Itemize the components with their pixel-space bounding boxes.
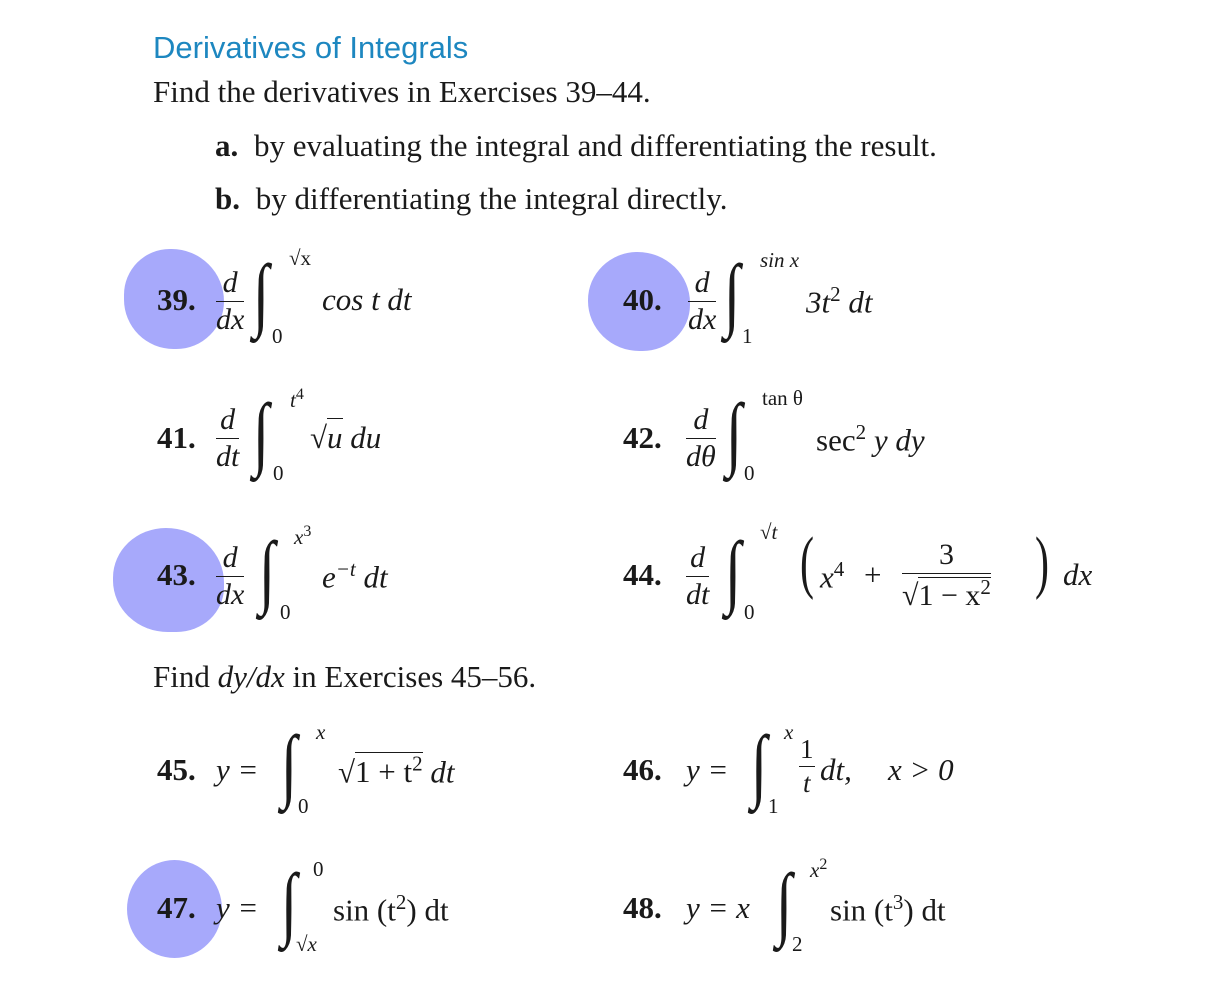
exercise-number-47: 47.: [157, 890, 196, 925]
derivative-operator-44: $\frac{d}{dt}$: [686, 541, 710, 611]
exercise-number-46: 46.: [623, 752, 662, 787]
plus-sign-44: +: [864, 557, 882, 592]
lower-limit-46: 1: [768, 794, 779, 818]
lower-limit-48: 2: [792, 932, 803, 956]
derivative-operator-43: $\frac{d}{dx}$: [216, 541, 245, 611]
integral-sign-42: ∫: [726, 387, 743, 478]
upper-limit-46: x: [784, 720, 794, 744]
integral-sign-44: ∫: [725, 525, 742, 616]
integral-sign-45: ∫: [281, 719, 298, 810]
differential-44: dx: [1063, 557, 1093, 592]
lower-limit-44: 0: [744, 600, 755, 624]
exercise-number-45: 45.: [157, 752, 196, 787]
lower-limit-39: 0: [272, 324, 283, 348]
upper-limit-40: sin x: [760, 248, 800, 272]
integral-sign-40: ∫: [724, 248, 741, 339]
derivative-operator-40: $\frac{d}{dx}$: [688, 266, 717, 336]
derivative-operator-42: $\frac{d}{d\theta}$: [686, 403, 716, 473]
upper-limit-43: $x^3$: [294, 523, 312, 549]
right-paren-44: ): [1035, 524, 1049, 601]
exercise-number-42: 42.: [623, 420, 662, 455]
integral-sign-39: ∫: [253, 248, 270, 339]
derivative-operator-41: $\frac{d}{dt}$: [216, 403, 240, 473]
integrand-39: cos t dt: [322, 282, 412, 317]
intro-text-2: Find dy/dx in Exercises 45–56.: [153, 659, 537, 694]
upper-limit-42: tan θ: [762, 386, 803, 410]
intro-text: Find the derivatives in Exercises 39–44.: [153, 74, 651, 109]
upper-limit-48: $x^2$: [810, 856, 828, 882]
derivative-operator-39: $\frac{d}{dx}$: [216, 266, 245, 336]
upper-limit-47: 0: [313, 857, 324, 881]
lhs-46: y =: [686, 752, 729, 787]
lhs-48: y = x: [686, 890, 750, 925]
integral-sign-46: ∫: [751, 719, 768, 810]
exercise-number-44: 44.: [623, 557, 662, 592]
section-heading: Derivatives of Integrals: [153, 30, 469, 65]
lhs-45: y =: [216, 752, 259, 787]
upper-limit-45: x: [316, 720, 326, 744]
lower-limit-42: 0: [744, 461, 755, 485]
integrand-48: $\sin (t^3)$ dt: [830, 890, 946, 928]
left-paren-44: (: [800, 524, 814, 601]
exercise-number-41: 41.: [157, 420, 196, 455]
part-a-text: by evaluating the integral and differentiating the result.: [254, 128, 937, 163]
integrand-42: $\sec^2 y$ dy: [816, 420, 925, 458]
part-b: [215, 181, 727, 217]
part-a-label: a.: [215, 128, 239, 163]
fraction-44: $\frac{3}{√1 - x^2}$: [902, 538, 991, 612]
lower-limit-43: 0: [280, 600, 291, 624]
integrand-45: $√1 + t^2$ dt: [338, 752, 455, 790]
differential-46: dt,: [820, 752, 852, 787]
integral-sign-41: ∫: [253, 387, 270, 478]
integral-sign-43: ∫: [259, 525, 276, 616]
integrand-40: $3t^2$ dt: [806, 282, 873, 320]
part-b-label: b.: [215, 181, 240, 216]
upper-limit-39: √x: [289, 246, 312, 270]
part-a: [215, 128, 937, 164]
lower-limit-40: 1: [742, 324, 753, 348]
lhs-47: y =: [216, 890, 259, 925]
lower-limit-45: 0: [298, 794, 309, 818]
exercise-number-39: 39.: [157, 282, 196, 317]
integrand-43: $e^{-t}$ dt: [322, 557, 388, 595]
integrand-47: $\sin (t^2)$ dt: [333, 890, 449, 928]
condition-46: x > 0: [888, 752, 954, 787]
upper-limit-44: √t: [760, 520, 778, 544]
exercise-number-40: 40.: [623, 282, 662, 317]
part-b-text: by differentiating the integral directly.: [255, 181, 728, 216]
exercise-number-43: 43.: [157, 557, 196, 592]
exercise-number-48: 48.: [623, 890, 662, 925]
lower-limit-41: 0: [273, 461, 284, 485]
lower-limit-47: √x: [296, 932, 317, 956]
fraction-46: $\frac{1}{t}$: [800, 734, 814, 798]
upper-limit-41: $t^4$: [290, 386, 304, 412]
integrand-41: √u du: [310, 420, 382, 455]
integral-sign-48: ∫: [776, 857, 793, 948]
term-x4-44: $x^4$: [820, 557, 845, 595]
integral-sign-47: ∫: [281, 857, 298, 948]
